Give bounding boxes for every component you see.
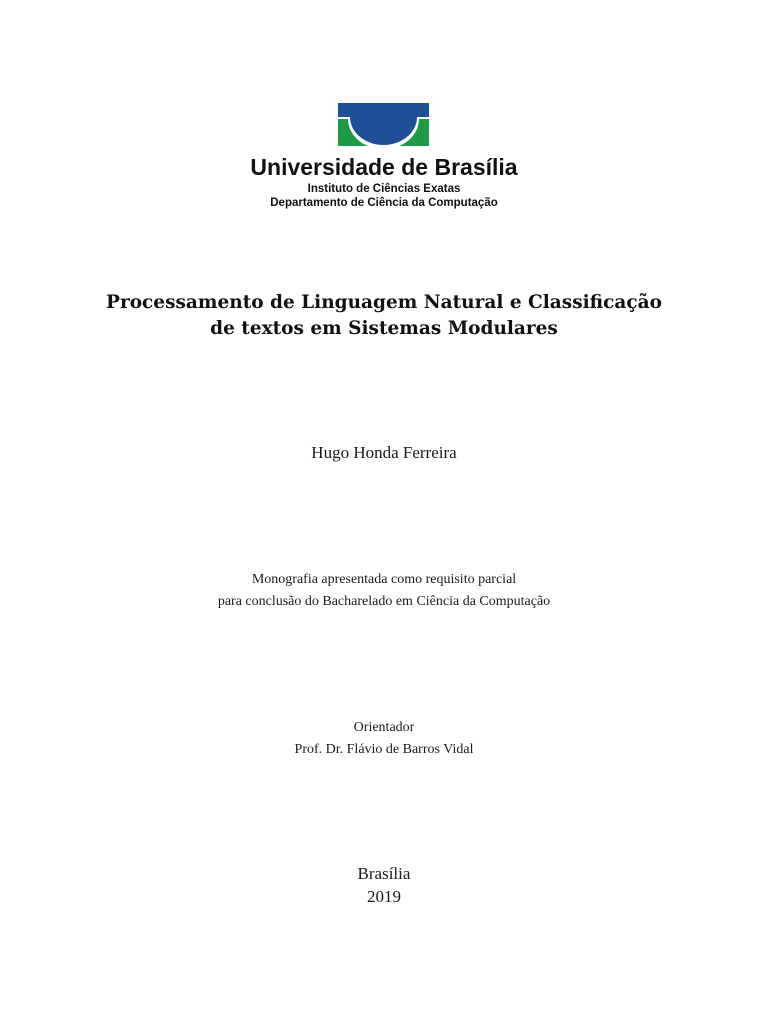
thesis-title-line-1: Processamento de Linguagem Natural e Classificação [106,292,662,313]
description-line-2: para conclusão do Bacharelado em Ciência da Computação [217,594,551,609]
university-logo [338,103,429,146]
advisor-name: Prof. Dr. Flávio de Barros Vidal [294,742,474,757]
logo-blue-arc [350,117,417,145]
thesis-title [60,290,708,342]
description-line-1: Monografia apresentada como requisito parcial [251,572,517,587]
university-name: Universidade de Brasília [250,154,518,180]
department-name: Departamento de Ciência da Computação [270,197,498,209]
institute-name: Instituto de Ciências Exatas [307,183,461,195]
city: Brasília [357,864,411,883]
author-name: Hugo Honda Ferreira [311,443,457,462]
logo-blue-block [338,103,429,117]
advisor-label: Orientador [353,720,415,735]
thesis-title-line-2: de textos em Sistemas Modulares [210,318,558,339]
year: 2019 [367,887,401,906]
